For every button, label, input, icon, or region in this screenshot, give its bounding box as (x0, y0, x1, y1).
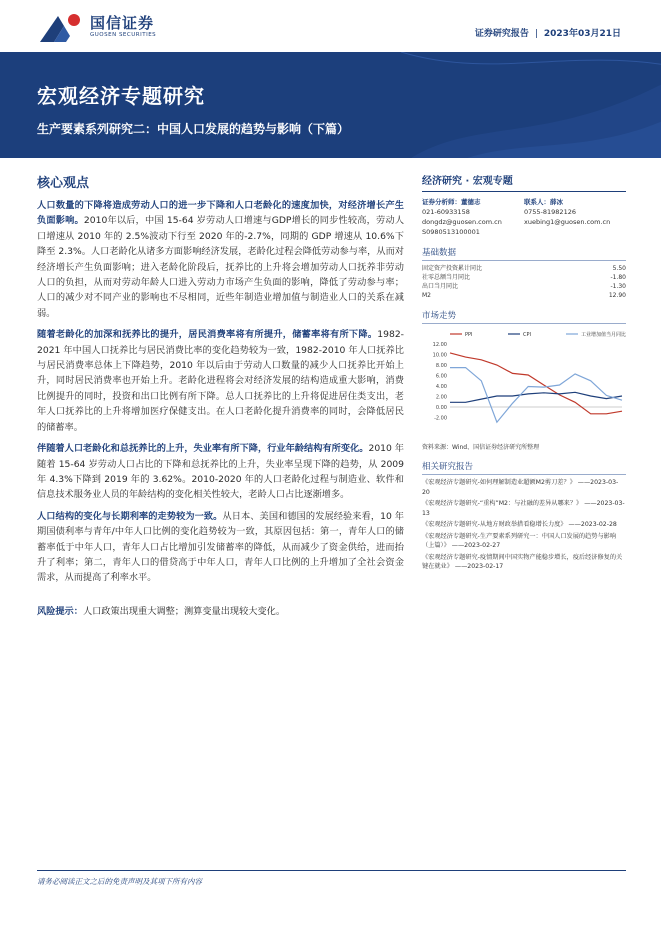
chart-source: 资料来源：Wind、国信证券经济研究所整理 (422, 444, 540, 451)
contact-phone: 0755-81982126 (524, 208, 576, 216)
analyst-cert: S0980513100001 (422, 228, 480, 236)
y-tick-label: 2.00 (435, 394, 447, 401)
analyst-phone: 021-60933158 (422, 208, 470, 216)
y-tick-label: 10.00 (432, 352, 447, 359)
paragraph-lead: 人口结构的变化与长期利率的走势较为一致。 (37, 510, 223, 522)
related-research-title: 相关研究报告 (422, 460, 626, 475)
related-report-link[interactable]: 《宏观经济专题研究-生产要素系列研究一：中国人口发展的趋势与影响（上篇）》 ——2023-02-27 (422, 532, 617, 549)
data-label: M2 (422, 292, 431, 299)
contact-label: 联系人： (524, 198, 550, 206)
data-value: 5.50 (612, 265, 626, 272)
paragraph-lead: 随着老龄化的加深和抚养比的提升，居民消费率将有所提升，储蓄率将有所下降。 (37, 329, 378, 341)
company-logo (40, 12, 180, 46)
paragraph-body: 2010年以后，中国 15-64 岁劳动人口增速与GDP增长的同步性较高，劳动人口增速从 2010 年的 2.5%波动下行至 2020 年的-2.7%，同期的 GDP 增速从 10.6%下降至 2.3%。人口老龄化从诸多方面影响经济发展，老龄化过程会降低劳动参与率，从而对经济增长产生负面影响；进入老龄化阶段后，抚养比的上升将会增加劳动人口抚养非劳动人口的负担，从而对劳动年龄人口进入劳动力市场产生负面的影响，降低了劳动参与率；人口的减少对不同产业的影响也不尽相同，近些年制造业增加值与制造业人口的关系在减弱。 (37, 215, 405, 319)
logo-subtitle: GUOSEN SECURITIES (90, 32, 157, 38)
analyst-email[interactable]: dongdz@guosen.com.cn (422, 218, 502, 226)
y-tick-label: 0.00 (435, 405, 447, 411)
data-row (422, 264, 626, 273)
market-trend-chart (422, 328, 626, 438)
y-tick-label: 6.00 (435, 373, 447, 380)
data-label: 出口当月同比 (422, 283, 459, 290)
risk-warning (37, 604, 404, 619)
y-tick-label: 12.00 (432, 342, 447, 348)
sidebar (422, 172, 626, 574)
section-title: 核心观点 (37, 176, 90, 191)
main-content (37, 172, 404, 619)
paragraph-lead: 人口数量的下降将造成劳动人口的进一步下降和人口老龄化的速度加快，对经济增长产生负面影响。 (37, 200, 404, 227)
sidebar-title: 经济研究 · 宏观专题 (422, 172, 626, 192)
data-row (422, 282, 626, 291)
legend-label: CPI (523, 332, 531, 338)
risk-label: 风险提示： (37, 605, 83, 617)
market-chart-svg (422, 328, 626, 438)
y-tick-label: 8.00 (435, 363, 447, 369)
series-line-PPI (450, 353, 622, 414)
top-header (0, 0, 661, 52)
viewpoint-paragraph (37, 198, 404, 321)
data-row (422, 291, 626, 300)
analyst-name: 董德志 (461, 198, 481, 206)
logo-name: 国信证券 (90, 14, 155, 32)
data-value: 12.90 (608, 292, 626, 299)
paragraph-body: 1982-2021 年中国人口抚养比与居民消费比率的变化趋势较为一致，1982-2010 年人口抚养比与居民消费率总体上下降趋势，2010 年以后由于劳动人口数量的减少人口抚养比开始上升，同时居民消费率也开始上升。老龄化进程将会对经济发展的结构造成重大影响，消费比例提升的同时，投资和出口比例有所下降。总人口抚养比的上升将促进居住类支出，老年人口抚养比的上升将增加医疗保健支出。在人口老龄化提升消费率的同时，会降低居民的储蓄率。 (37, 329, 404, 433)
basic-data-table (422, 264, 626, 300)
report-meta: 证券研究报告 | 2023年03月21日 (474, 29, 621, 39)
data-value: -1.30 (610, 283, 626, 290)
viewpoint-paragraph (37, 509, 404, 586)
related-research-list (422, 478, 626, 572)
viewpoint-paragraph (37, 327, 404, 435)
paragraph-body: 从日本、美国和德国的发展经验来看，10 年期国债利率与青年/中年人口比例的变化趋势较为一致，其原因包括：第一，青年人口的储蓄率低于中年人口，青年人口占比增加引发储蓄率的降低，从而减少了资金供给，进而抬升了利率；第二，青年人口的借贷高于中年人口，青年人口比例的上升增加了全社会资金需求，从而提高了利率水平。 (37, 510, 404, 584)
contact-name: 薛冰 (550, 198, 563, 206)
analyst-block (422, 197, 524, 237)
y-tick-label: -2.00 (434, 415, 447, 422)
risk-text: 人口政策出现重大调整；测算变量出现较大变化。 (82, 605, 286, 617)
paragraph-lead: 伴随着人口老龄化和总抚养比的上升，失业率有所下降，行业年龄结构有所变化。 (37, 443, 369, 455)
analyst-info (422, 197, 626, 237)
report-date: 2023年03月21日 (543, 29, 621, 39)
related-report-link[interactable]: 《宏观经济专题研究-如何理解制造业超额M2剪刀差？》 ——2023-03-20 (422, 479, 619, 496)
related-report-link[interactable]: 《宏观经济专题研究-从地方财政举措看稳增长力度》 ——2023-02-28 (422, 521, 617, 528)
viewpoint-paragraph (37, 441, 404, 503)
series-line-CPI (450, 392, 622, 402)
basic-data-title: 基础数据 (422, 246, 626, 261)
data-row (422, 273, 626, 282)
data-value: -1.80 (610, 274, 626, 281)
report-type: 证券研究报告 (474, 29, 529, 39)
contact-email[interactable]: xuebing1@guosen.com.cn (524, 218, 611, 226)
contact-block (524, 197, 626, 237)
page-title: 宏观经济专题研究 (37, 84, 205, 108)
title-banner (0, 52, 661, 158)
paragraph-body: 2010 年随着 15-64 岁劳动人口占比的下降和总抚养比的上升，失业率呈现下降的趋势，从 2009 年 4.3%下降到 2019 年的 3.62%。2010-2020 年的人口老龄化过程与制造业、软件和信息技术服务业人员的年龄结构的变化相关性较大，老龄人口占比逐渐增多。 (37, 443, 404, 501)
analyst-label: 证券分析师： (422, 198, 461, 206)
page-subtitle: 生产要素系列研究二：中国人口发展的趋势与影响（下篇） (37, 122, 350, 136)
related-report-link[interactable]: 《宏观经济专题研究-疫情期间中国实物产能稳步增长，疫后经济修复的关键在就业》 ——2023-02-17 (422, 553, 623, 570)
legend-label: 工业增加值当月同比 (581, 332, 626, 338)
footer-divider (37, 870, 626, 871)
data-label: 固定资产投资累计同比 (422, 265, 483, 272)
footer-disclaimer: 请务必阅读正文之后的免责声明及其项下所有内容 (37, 877, 202, 886)
y-tick-label: 4.00 (435, 384, 447, 390)
legend-label: PPI (465, 332, 473, 338)
market-trend-title: 市场走势 (422, 309, 626, 324)
data-label: 社零总额当月同比 (422, 274, 471, 281)
logo-mark-icon (40, 12, 84, 46)
related-report-link[interactable]: 《宏观经济专题研究-“重构”M2：与社融的差异从哪来？》 ——2023-03-13 (422, 500, 625, 517)
banner-wave-decoration (381, 52, 661, 158)
